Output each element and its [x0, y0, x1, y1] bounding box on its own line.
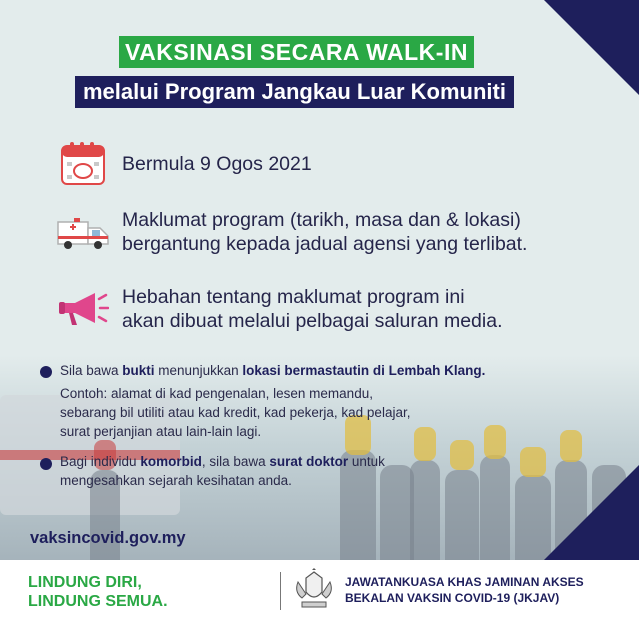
note-examples: Contoh: alamat di kad pengenalan, lesen memandu, sebarang bil utiliti atau kad kredit, kad pekerja, kad pelajar, surat perjanjian atau lain-lain lagi.: [60, 386, 411, 439]
start-date-text: Bermula 9 Ogos 2021: [122, 153, 312, 175]
note-comorbid: Bagi individu komorbid, sila bawa surat doktor untuk mengesahkan sejarah kesihatan anda.: [60, 454, 385, 488]
agency-name: JAWATANKUASA KHAS JAMINAN AKSES BEKALAN VAKSIN COVID-19 (JKJAV): [345, 575, 584, 605]
title-banner: VAKSINASI SECARA WALK-IN: [119, 36, 474, 68]
info-row-program-info: [52, 206, 527, 258]
info-row-start-date: [52, 138, 312, 190]
megaphone-icon: [52, 283, 114, 335]
note-proof-of-residence: Sila bawa bukti menunjukkan lokasi bermastautin di Lembah Klang.: [60, 363, 486, 378]
malaysia-crest-icon: [292, 568, 336, 612]
bullet-dot-2: [40, 458, 52, 470]
footer: [0, 560, 639, 618]
corner-decoration-top-right: [544, 0, 639, 95]
calendar-icon: [52, 138, 114, 190]
slogan: LINDUNG DIRI, LINDUNG SEMUA.: [28, 574, 168, 610]
program-info-text: Maklumat program (tarikh, masa dan & lokasi) bergantung kepada jadual agensi yang terlibat.: [122, 209, 528, 255]
announcement-text: Hebahan tentang maklumat program ini akan dibuat melalui pelbagai saluran media.: [122, 286, 503, 332]
subtitle-banner: melalui Program Jangkau Luar Komuniti: [75, 76, 514, 108]
bullet-dot-1: [40, 366, 52, 378]
website-link[interactable]: vaksincovid.gov.my: [30, 529, 186, 547]
info-row-announcement: [52, 283, 503, 335]
ambulance-icon: [52, 206, 114, 258]
corner-decoration-bottom-right: [544, 465, 639, 560]
footer-divider: [280, 572, 281, 610]
